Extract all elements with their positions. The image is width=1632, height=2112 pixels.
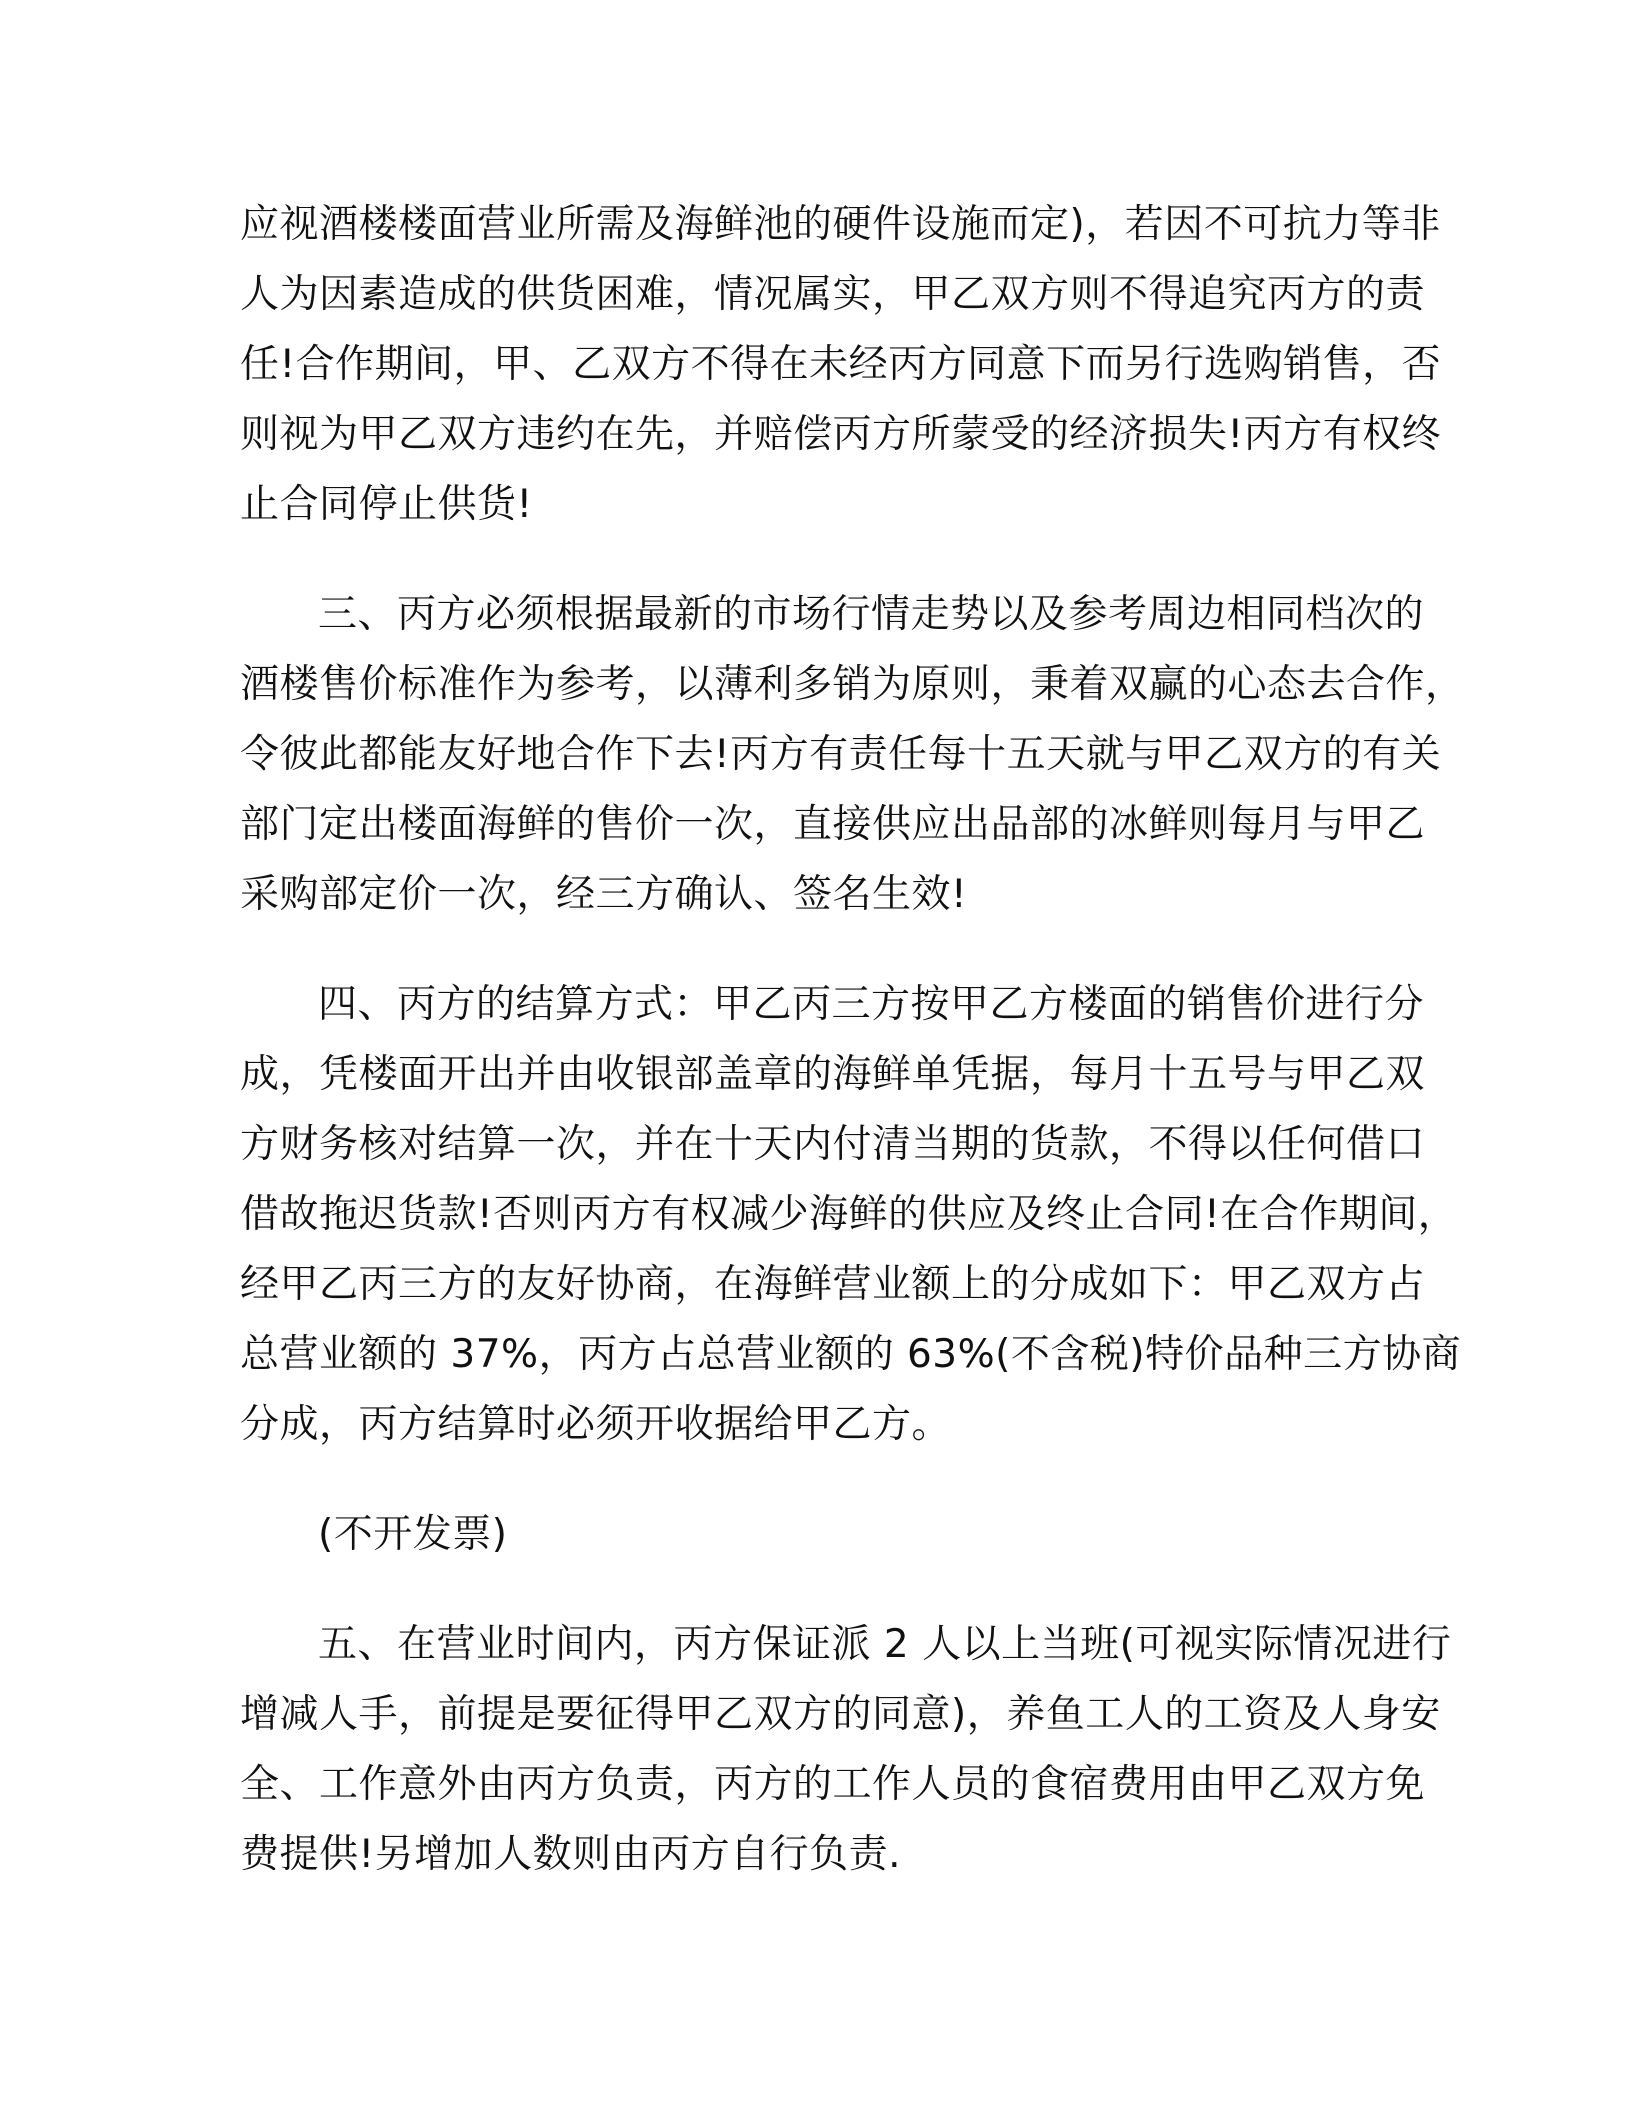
paragraph-clause-3	[240, 580, 1465, 930]
text-line: 五、在营业时间内，丙方保证派 2 人以上当班(可视实际情况进行	[318, 1622, 1452, 1667]
text-line: 部门定出楼面海鲜的售价一次，直接供应出品部的冰鲜则每月与甲乙	[240, 802, 1426, 847]
text-line: (不开发票)	[318, 1512, 508, 1557]
text-line: 三、丙方必须根据最新的市场行情走势以及参考周边相同档次的	[318, 592, 1425, 637]
paragraph-clause-4	[240, 970, 1462, 1460]
text-line: 总营业额的 37%，丙方占总营业额的 63%(不含税)特价品种三方协商	[240, 1332, 1462, 1377]
text-line: 经甲乙丙三方的友好协商，在海鲜营业额上的分成如下：甲乙双方占	[240, 1262, 1426, 1307]
text-line: 任!合作期间，甲、乙双方不得在未经丙方同意下而另行选购销售，否	[240, 342, 1442, 387]
text-line: 酒楼售价标准作为参考，以薄利多销为原则，秉着双赢的心态去合作，	[240, 662, 1465, 707]
text-line: 方财务核对结算一次，并在十天内付清当期的货款，不得以任何借口	[240, 1122, 1426, 1167]
text-line: 费提供!另增加人数则由丙方自行负责.	[240, 1832, 902, 1877]
paragraph-no-invoice-note	[240, 1500, 1370, 1570]
text-line: 四、丙方的结算方式：甲乙丙三方按甲乙方楼面的销售价进行分	[318, 982, 1425, 1027]
text-line: 令彼此都能友好地合作下去!丙方有责任每十五天就与甲乙双方的有关	[240, 732, 1442, 777]
paragraph-clause-5	[240, 1610, 1452, 1890]
text-line: 则视为甲乙双方违约在先，并赔偿丙方所蒙受的经济损失!丙方有权终	[240, 412, 1442, 457]
text-line: 采购部定价一次，经三方确认、签名生效!	[240, 872, 968, 917]
text-line: 全、工作意外由丙方负责，丙方的工作人员的食宿费用由甲乙双方免	[240, 1762, 1426, 1807]
paragraph-continuation	[240, 190, 1442, 540]
text-line: 成，凭楼面开出并由收银部盖章的海鲜单凭据，每月十五号与甲乙双	[240, 1052, 1426, 1097]
text-line: 应视酒楼楼面营业所需及海鲜池的硬件设施而定)，若因不可抗力等非	[240, 202, 1441, 247]
text-line: 分成，丙方结算时必须开收据给甲乙方。	[240, 1402, 952, 1447]
text-line: 止合同停止供货!	[240, 482, 533, 527]
text-line: 人为因素造成的供货困难，情况属实，甲乙双方则不得追究丙方的责	[240, 272, 1426, 317]
text-line: 增减人手，前提是要征得甲乙双方的同意)，养鱼工人的工资及人身安	[240, 1692, 1441, 1737]
document-body	[240, 190, 1465, 1930]
text-line: 借故拖迟货款!否则丙方有权减少海鲜的供应及终止合同!在合作期间，	[240, 1192, 1458, 1237]
